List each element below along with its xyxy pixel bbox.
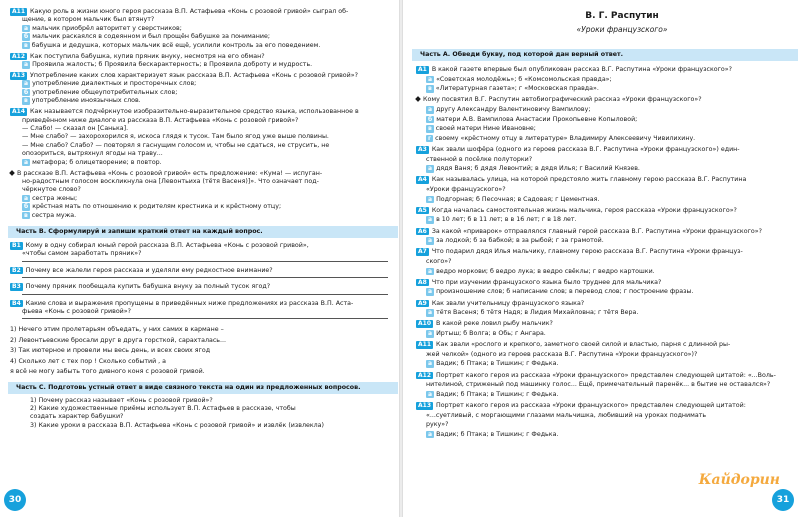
question-number-badge: А1 xyxy=(418,66,427,73)
page-number-right: 31 xyxy=(772,489,794,511)
option-letter-badge[interactable]: в xyxy=(428,85,432,93)
question-line xyxy=(416,176,746,184)
option-letter-badge[interactable]: а xyxy=(24,24,29,32)
question-number-badge: А7 xyxy=(418,248,427,256)
line-text: ского»? xyxy=(426,258,452,265)
line-text: другу Александру Валентиновичу Вампилову; xyxy=(436,106,591,113)
line-text: руку»? xyxy=(426,421,449,429)
option-letter-badge[interactable]: а xyxy=(428,360,433,368)
line-text: произношение слов; б написание слов; в перевод слов; г построение фразы. xyxy=(436,288,694,296)
option-letter-badge[interactable]: б xyxy=(24,203,29,211)
right-page xyxy=(402,0,800,517)
answer-option xyxy=(22,33,270,41)
text-line xyxy=(22,142,329,150)
line-text: дядя Ваня; б дядя Левонтий; в дядя Илья; г Василий Князев. xyxy=(436,165,640,173)
answer-option xyxy=(426,116,637,124)
answer-option xyxy=(22,97,141,105)
question-number-badge: А9 xyxy=(418,299,427,307)
fill-in-sentence[interactable]: 3) Так иютерное и провели мы весь день, и всех своих ягод xyxy=(10,347,211,355)
line-text: фьева «Конь с розовой гривой»? xyxy=(22,308,131,315)
line-text: употребление диалектных и просторечных слов; xyxy=(32,80,197,88)
line-text: жей челкой» (одного из героев рассказа В.Г. Распутина «Уроки французского»)? xyxy=(426,350,698,358)
line-text: метафора; б олицетворение; в повтор. xyxy=(32,158,162,166)
answer-option xyxy=(426,330,546,338)
option-letter-badge[interactable]: а xyxy=(428,106,433,113)
answer-option xyxy=(426,216,577,224)
answer-option xyxy=(22,203,281,211)
line-text: ственной в посёлке полуторки? xyxy=(426,155,533,163)
line-text: — Слабо! — сказал он [Санька]. xyxy=(22,125,129,132)
line-text: «Литературная газета»; г «Московская правда». xyxy=(435,85,599,93)
question-line xyxy=(416,320,553,328)
short-answer-question xyxy=(10,300,353,308)
option-letter-badge[interactable]: а xyxy=(24,194,29,202)
text-line xyxy=(426,412,706,420)
line-text: Подгорная; б Песочная; в Садовая; г Цементная. xyxy=(436,195,600,203)
question-number-badge: В1 xyxy=(12,242,21,249)
question-number-badge: А10 xyxy=(418,320,431,328)
diamond-bullet-icon xyxy=(9,170,15,176)
option-letter-badge[interactable]: б xyxy=(24,33,29,41)
line-text: Какую роль в жизни юного героя рассказа В.П. Астафьева «Конь с розовой гривой» сыграл об- xyxy=(30,8,349,15)
question-line xyxy=(10,72,358,80)
line-text: Почему все жалели героя рассказа и уделяли ему редкостное внимание? xyxy=(25,266,273,274)
option-letter-badge[interactable]: а xyxy=(428,390,433,398)
line-text: Кому посвятил В.Г. Распутин автобиографический рассказ «Уроки французского»? xyxy=(423,96,702,104)
line-text: Что подарил дядя Илья мальчику, главному герою рассказа В.Г. Распутина «Уроки француз- xyxy=(431,248,743,256)
line-text: своей матери Нине Ивановне; xyxy=(435,125,536,133)
line-text: Как звали шофёра (одного из героев рассказа В.Г. Распутина «Уроки французского») един- xyxy=(431,146,740,153)
question-number-badge: А4 xyxy=(418,176,427,184)
line-text: нителиной, стриженый под машинку голос... Ещё, примечательный паренёк... в бытие не оставался»? xyxy=(426,381,771,389)
line-text: Что при изучении французского языка было труднее для мальчика? xyxy=(431,278,662,286)
option-letter-badge[interactable]: а xyxy=(24,158,29,166)
essay-question: 3) Какие уроки в рассказа В.П. Астафьева «Конь с розовой гривой» и извлёк (извлекла) xyxy=(30,421,324,429)
line-text: Как поступила бабушка, купив пряник внуку, несмотря на его обман? xyxy=(30,52,265,60)
line-text: Как называлась улица, на которой предстояло жить главному герою рассказа В.Г. Распутина xyxy=(431,176,747,184)
line-text: Вадик; б Птака; в Тишкин; г Федька. xyxy=(436,360,559,368)
text-line xyxy=(426,258,451,266)
line-text: бабушка и дедушка, которых мальчик всё ещё, усилили контроль за его поведением. xyxy=(31,41,321,49)
line-text: употребление общеупотребительных слов; xyxy=(32,88,178,96)
line-text: Когда началась самостоятельная жизнь мальчика, героя рассказа «Уроки французского»? xyxy=(431,206,737,214)
question-line xyxy=(10,53,265,61)
answer-option xyxy=(22,195,77,203)
question-number-badge: А14 xyxy=(12,108,25,116)
question-line xyxy=(416,66,732,74)
answer-line[interactable] xyxy=(22,261,388,262)
question-number-badge: А6 xyxy=(418,227,427,235)
option-letter-badge[interactable]: в xyxy=(24,211,28,219)
line-text: Портрет какого героя из рассказа «Уроки французского» представлен следующей цитатой: «...Воль- xyxy=(436,371,776,379)
line-text: Как звали «рослого и крепкого, заметного своей силой и властью, парня с длинной ры- xyxy=(436,341,731,349)
answer-option xyxy=(426,135,695,143)
fill-in-sentence[interactable]: 4) Сколько лет с тех пор ! Сколько событий , а xyxy=(10,357,167,365)
question-number-badge: А12 xyxy=(418,371,431,379)
option-letter-badge[interactable]: а xyxy=(428,267,433,275)
answer-option xyxy=(426,237,604,245)
answer-option xyxy=(426,196,599,204)
question-number-badge: А12 xyxy=(12,52,25,60)
option-letter-badge[interactable]: в xyxy=(24,41,28,49)
question-number-badge: В3 xyxy=(12,283,21,291)
answer-line[interactable] xyxy=(22,277,388,278)
line-text: Как звали учительницу французского языка? xyxy=(431,299,585,307)
option-letter-badge[interactable]: а xyxy=(428,237,433,245)
question-line xyxy=(416,248,743,256)
author-heading: В. Г. Распутин xyxy=(585,11,659,21)
option-letter-badge[interactable]: б xyxy=(24,88,29,96)
answer-line[interactable] xyxy=(22,294,388,295)
question-number-badge: А13 xyxy=(418,402,431,409)
line-text: Иртыш; б Волга; в Обь; г Ангара. xyxy=(436,330,546,337)
line-text: за лодкой; б за бабкой; в за рыбой; г за грамотой. xyxy=(436,237,604,245)
option-letter-badge[interactable]: а xyxy=(428,75,433,83)
line-text: «...суетливый, с моргающими глазами мальчишка, любивший на уроках поднимать xyxy=(426,411,707,419)
line-text: употребление иноязычных слов. xyxy=(31,97,141,105)
line-text: Как называется подчёркнутое изобразительно-выразительное средство языка, использованное в xyxy=(30,108,359,116)
section-b-bar: Часть В. Сформулируй и запиши краткий ответ на каждый вопрос. xyxy=(8,226,398,238)
option-letter-badge[interactable]: в xyxy=(24,97,28,105)
answer-option xyxy=(426,309,638,317)
line-text: своему «крёстному отцу в литературе» Владимиру Алексеевичу Чивилихину. xyxy=(435,134,696,142)
question-line xyxy=(416,279,661,287)
line-text: Употребление каких слов характеризует язык рассказа В.П. Астафьева «Конь с розовой гривой»? xyxy=(30,72,358,79)
option-letter-badge[interactable]: а xyxy=(428,216,433,224)
work-title: «Уроки французского» xyxy=(576,25,668,34)
text-line xyxy=(426,421,448,429)
question-number-badge: А13 xyxy=(12,72,25,79)
diamond-bullet-icon xyxy=(415,97,421,103)
page-number-left: 30 xyxy=(4,489,26,511)
essay-question: 1) Почему рассказ называет «Конь с розовой гривой»? xyxy=(30,396,213,404)
option-letter-badge[interactable]: в xyxy=(428,125,432,133)
question-number-badge: В2 xyxy=(12,266,21,274)
answer-option xyxy=(426,85,599,93)
question-number-badge: А3 xyxy=(418,146,427,153)
text-line xyxy=(22,150,163,158)
text-line xyxy=(22,133,329,141)
answer-option xyxy=(426,431,558,439)
text-line xyxy=(426,351,697,359)
line-text: опозориться, вытряхнул ягоды на траву... xyxy=(22,150,163,158)
answer-option xyxy=(426,165,640,173)
question-line xyxy=(416,146,740,154)
short-answer-question xyxy=(22,250,141,258)
text-line xyxy=(22,16,154,24)
text-line xyxy=(426,156,532,164)
option-letter-badge[interactable]: г xyxy=(428,134,432,142)
line-text: В какой реке ловил рыбу мальчик? xyxy=(436,320,553,328)
question-number-badge: А8 xyxy=(418,278,427,286)
answer-option xyxy=(22,61,312,69)
section-a-bar: Часть А. Обведи букву, под которой дан верный ответ. xyxy=(412,49,798,61)
line-text: мальчик раскаялся в содеянном и был прощён бабушке за понимание; xyxy=(32,33,270,41)
option-letter-badge[interactable]: а xyxy=(428,430,433,438)
line-text: В рассказе В.П. Астафьева «Конь с розовой гривой» есть предложение: «Кума! — испуган- xyxy=(17,169,323,177)
line-text: Портрет какого героя из рассказа «Уроки французского» представлен следующей цитатой: xyxy=(436,402,746,409)
answer-option xyxy=(426,268,655,276)
fill-in-sentence[interactable]: 1) Нечего этим пролетарьям объедать, у них самих в кармане – xyxy=(10,326,224,334)
answer-option xyxy=(22,80,196,88)
answer-option xyxy=(426,125,536,133)
option-letter-badge[interactable]: а xyxy=(428,165,433,173)
question-number-badge: А11 xyxy=(12,8,25,15)
answer-option xyxy=(426,391,558,399)
option-letter-badge[interactable]: а xyxy=(428,195,433,203)
text-line xyxy=(22,178,319,186)
fill-in-sentence[interactable]: я всё не могу забыть того дивного коня с розовой гривой. xyxy=(10,368,205,376)
line-text: в 10 лет; б в 11 лет; в в 16 лет; г в 18 лет. xyxy=(436,216,577,224)
essay-question: создать характер бабушки? xyxy=(30,413,124,421)
line-text: сестра мужа. xyxy=(31,211,77,219)
line-text: сестра жены; xyxy=(32,194,78,202)
short-answer-question xyxy=(22,308,131,316)
line-text: «Уроки французского»? xyxy=(426,186,506,193)
option-letter-badge[interactable]: а xyxy=(24,61,29,68)
line-text: щение, в котором мальчик был втянут? xyxy=(22,16,155,24)
essay-question: 2) Какие художественные приёмы использует В.П. Астафьев в рассказе, чтобы xyxy=(30,405,296,413)
answer-option xyxy=(22,159,162,167)
answer-option xyxy=(22,42,320,50)
short-answer-question xyxy=(10,267,273,275)
question-number-badge: А5 xyxy=(418,206,427,214)
question-number-badge: А11 xyxy=(418,341,431,349)
line-text: Какие слова и выражения пропущены в приведённых ниже предложениях из рассказа В.П. Аста- xyxy=(25,299,354,307)
line-text: тётя Васеня; б тётя Надя; в Лидия Михайловна; г тётя Вера. xyxy=(436,309,639,317)
question-line xyxy=(416,228,762,236)
line-text: Вадик; б Птака; в Тишкин; г Федька. xyxy=(436,390,559,398)
fill-in-sentence[interactable]: 2) Левонтьевские бросали друг в друга горсткой, сарахталась... xyxy=(10,336,227,344)
short-answer-question xyxy=(10,242,309,250)
question-number-badge: В4 xyxy=(12,299,21,307)
question-line xyxy=(416,402,746,410)
answer-option xyxy=(22,89,177,97)
line-text: но-радостным голосом воскликнула она [Левонтьиха (тётя Васеня)]». Что означает под- xyxy=(22,178,319,185)
answer-line[interactable] xyxy=(22,318,388,319)
question-line xyxy=(10,108,359,116)
option-letter-badge[interactable]: а xyxy=(24,80,29,88)
question-line xyxy=(416,341,730,349)
line-text: матери А.В. Вампилова Анастасии Прокопьевне Копыловой; xyxy=(436,115,638,123)
line-text: За какой «приварок» отправлялся главный герой рассказа В.Г. Распутина «Уроки французского»? xyxy=(431,227,762,235)
line-text: — Мне слабо? — захорохорился я, искоса глядя к тусок. Там было ягод уже выше полвины. xyxy=(22,133,329,141)
line-text: ведро моркови; б ведро лука; в ведро свёклы; г ведро картошки. xyxy=(436,267,655,275)
text-line xyxy=(22,117,298,125)
answer-option xyxy=(22,212,76,220)
line-text: крёстная мать по отношению к родителям крестника и к крёстному отцу; xyxy=(32,203,282,211)
answer-option xyxy=(426,76,612,84)
answer-option xyxy=(426,360,558,368)
text-line xyxy=(426,186,506,194)
line-text: Почему пряник пообещала купить бабушка внуку за полный тусок ягод? xyxy=(25,283,271,291)
option-letter-badge[interactable]: а xyxy=(428,309,433,317)
text-line xyxy=(426,381,770,389)
line-text: мальчик приобрёл авторитет у сверстников; xyxy=(32,24,182,32)
question-line xyxy=(416,96,702,104)
short-answer-question xyxy=(10,283,270,291)
line-text: — Мне слабо? Слабо? — повторял я гаснущим голосом и, чтобы не сдаться, не струсить, не xyxy=(22,141,330,149)
publisher-watermark: Кайдорин xyxy=(698,472,780,488)
question-line xyxy=(416,207,737,215)
text-line xyxy=(22,125,128,133)
text-line xyxy=(22,186,81,194)
line-text: Кому в одну собирал юный герой рассказа В.П. Астафьева «Конь с розовой гривой», xyxy=(25,242,309,249)
answer-option xyxy=(426,288,693,296)
question-line xyxy=(416,372,776,380)
question-line xyxy=(10,8,348,16)
line-text: «Советская молодёжь»; б «Комсомольская правда»; xyxy=(436,75,612,83)
option-letter-badge[interactable]: б xyxy=(428,115,433,123)
option-letter-badge[interactable]: а xyxy=(428,288,433,296)
line-text: «чтобы самом заработать пряник»? xyxy=(22,250,142,258)
answer-option xyxy=(426,106,590,114)
line-text: В какой газете впервые был опубликован рассказ В.Г. Распутина «Уроки французского»? xyxy=(431,66,732,73)
answer-option xyxy=(22,25,182,33)
section-c-bar: Часть С. Подготовь устный ответ в виде связного текста на один из предложенных вопросов. xyxy=(8,382,398,394)
line-text: Вадик; б Птака; в Тишкин; г Федька. xyxy=(436,430,559,438)
option-letter-badge[interactable]: а xyxy=(428,330,433,337)
question-line xyxy=(416,300,584,308)
line-text: чёркнутое слово? xyxy=(22,186,81,194)
question-line xyxy=(10,170,322,178)
line-text: приведённом ниже диалоге из рассказа В.П. Астафьева «Конь с розовой гривой»? xyxy=(22,116,299,124)
line-text: Проявила жалость; б Проявила бескарактерность; в Проявила доброту и мудрость. xyxy=(32,61,313,68)
